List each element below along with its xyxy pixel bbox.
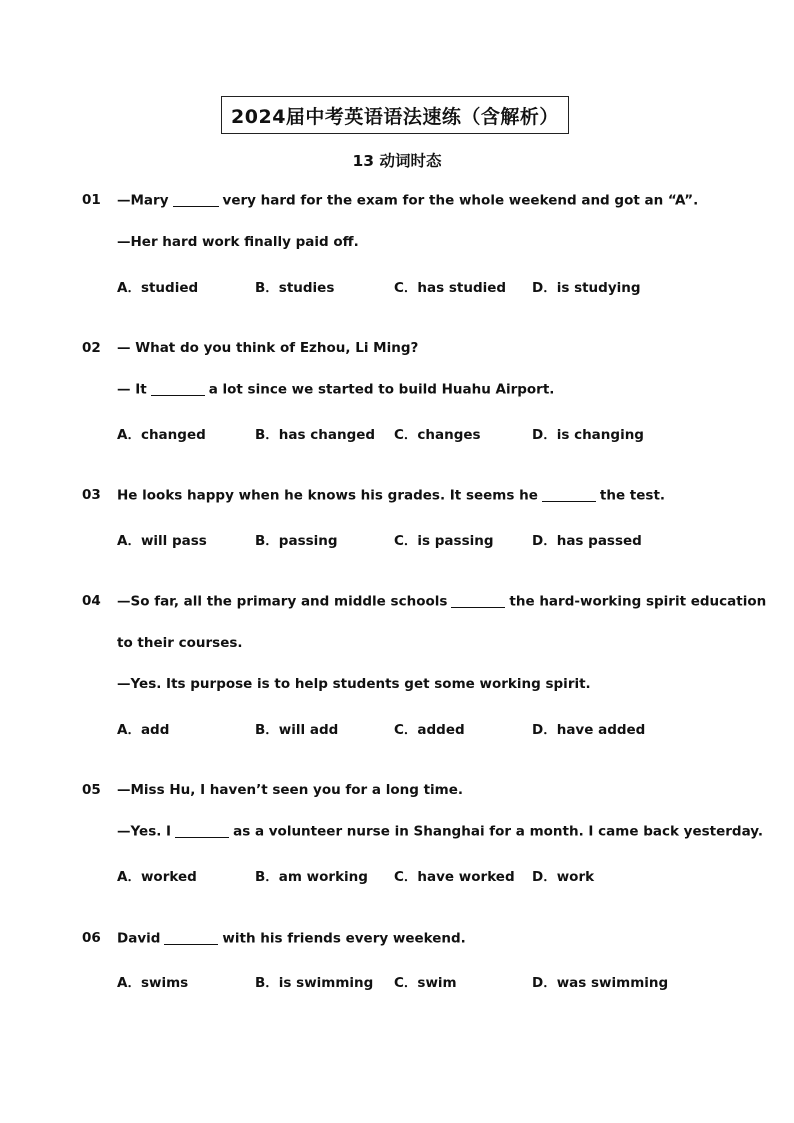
stem-text: the test. — [599, 487, 666, 504]
option-b: B．has changed — [255, 427, 376, 443]
stem-text: very hard for the exam for the whole weekend and got an “A”. — [222, 192, 699, 209]
question-number: 05 — [82, 782, 101, 798]
question-stem — [117, 192, 698, 209]
option-a: A．add — [117, 722, 170, 738]
page-title: 2024届中考英语语法速练（含解析） — [221, 96, 569, 134]
stem-text: a lot since we started to build Huahu Airport. — [208, 381, 555, 398]
option-b: B．studies — [255, 280, 335, 296]
option-c: C．swim — [394, 975, 457, 991]
stem-text: as a volunteer nurse in Shanghai for a month. I came back yesterday. — [233, 823, 763, 840]
answer-blank — [175, 823, 229, 838]
option-a: A．studied — [117, 280, 199, 296]
answer-blank — [451, 593, 505, 608]
option-a: A．changed — [117, 427, 206, 443]
question-number: 04 — [82, 593, 101, 609]
question-stem: — What do you think of Ezhou, Li Ming? — [117, 340, 419, 356]
option-d: D．was swimming — [532, 975, 669, 991]
question-number: 06 — [82, 930, 101, 946]
stem-text: —So far, all the primary and middle schools — [117, 593, 448, 610]
stem-text: He looks happy when he knows his grades. It seems he — [117, 487, 538, 504]
question-reply: —Her hard work finally paid off. — [117, 234, 359, 250]
option-c: C．has studied — [394, 280, 507, 296]
question-stem — [117, 593, 766, 610]
question-number: 02 — [82, 340, 101, 356]
option-d: D．has passed — [532, 533, 642, 549]
question-reply — [117, 381, 554, 398]
question-stem — [117, 930, 466, 947]
stem-text: David — [117, 930, 161, 947]
option-c: C．added — [394, 722, 465, 738]
answer-blank — [164, 930, 218, 945]
answer-blank — [173, 192, 219, 207]
answer-blank — [151, 381, 205, 396]
question-stem-continued: to their courses. — [117, 635, 243, 651]
answer-blank — [542, 487, 596, 502]
question-reply — [117, 823, 763, 840]
question-number: 01 — [82, 192, 101, 208]
option-b: B．passing — [255, 533, 338, 549]
option-c: C．have worked — [394, 869, 515, 885]
option-b: B．will add — [255, 722, 339, 738]
stem-text: — It — [117, 381, 147, 398]
question-stem: —Miss Hu, I haven’t seen you for a long time. — [117, 782, 464, 798]
option-b: B．am working — [255, 869, 368, 885]
stem-text: with his friends every weekend. — [222, 930, 466, 947]
question-stem — [117, 487, 665, 504]
section-subtitle: 13 动词时态 — [352, 152, 442, 170]
question-reply: —Yes. Its purpose is to help students get some working spirit. — [117, 676, 591, 692]
option-c: C．changes — [394, 427, 481, 443]
option-d: D．work — [532, 869, 595, 885]
option-a: A．will pass — [117, 533, 207, 549]
option-a: A．swims — [117, 975, 189, 991]
option-c: C．is passing — [394, 533, 494, 549]
stem-text: —Mary — [117, 192, 169, 209]
stem-text: the hard-working spirit education — [509, 593, 767, 610]
stem-text: —Yes. I — [117, 823, 172, 840]
option-d: D．is changing — [532, 427, 644, 443]
option-d: D．is studying — [532, 280, 641, 296]
option-a: A．worked — [117, 869, 197, 885]
option-b: B．is swimming — [255, 975, 374, 991]
question-number: 03 — [82, 487, 101, 503]
option-d: D．have added — [532, 722, 646, 738]
